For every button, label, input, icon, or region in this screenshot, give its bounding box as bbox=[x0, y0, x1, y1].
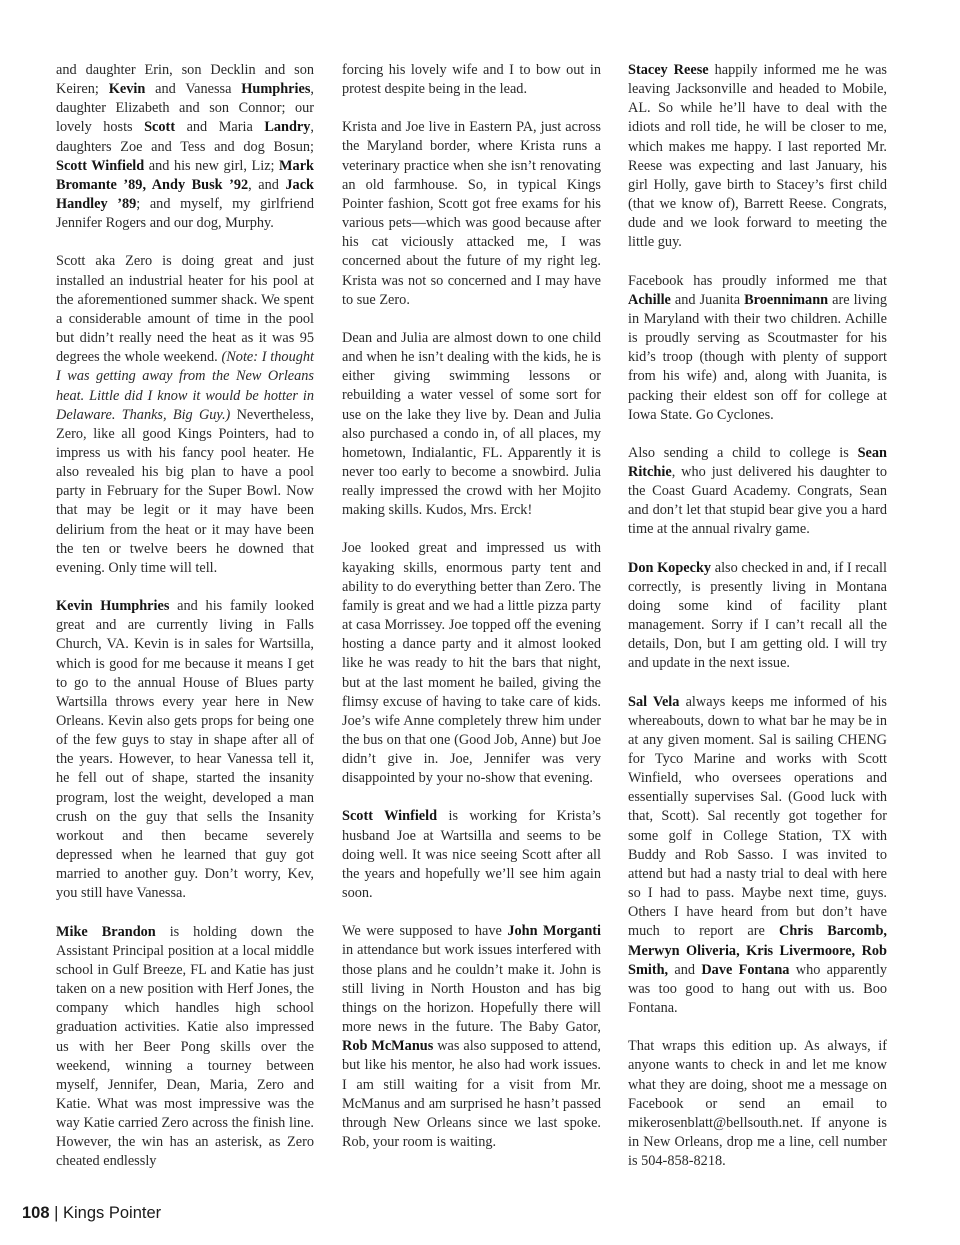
text-run: and Juanita bbox=[670, 291, 745, 308]
footer-separator: | bbox=[54, 1204, 59, 1222]
bold-name: Dave Fontana bbox=[701, 961, 790, 978]
text-run: is working for Krista’s husband Joe at Wartsilla and seems to be doing well. It was nice seeing Scott after all the years and hopefully we’ll see him again soon. bbox=[342, 808, 601, 902]
text-run: is holding down the Assistant Principal position at a local middle school in Gulf Breeze, FL and Katie has just taken on a new position with Herf Jones, the company which handles high school graduation activities. Katie also impressed us with her Beer Pong skills over the weekend, winning a tourney between myself, Jennifer, Dean, Maria, Zero and Katie. What was most impressive was the way Katie carried Zero across the finish line. However, the win has an asterisk, as Zero cheated endlessly bbox=[56, 923, 314, 1170]
publication-name: Kings Pointer bbox=[63, 1204, 162, 1222]
text-run: Also sending a child to college is bbox=[628, 444, 858, 461]
article-paragraph bbox=[56, 252, 314, 578]
article-paragraph bbox=[628, 61, 887, 253]
text-run: and Vanessa bbox=[145, 81, 242, 98]
text-run: and daughter Erin, son Decklin and son Keiren; bbox=[56, 62, 314, 98]
bold-name: Mike Brandon bbox=[56, 923, 156, 940]
text-run: Joe looked great and impressed us with kayaking skills, enormous party tent and ability to do everything better than Zero. The family is great and we had a little pizza party at casa Morrissey. Joe topped off the evening hosting a dance party and it almost looked like he was ready to hit the bars that night, but at the last moment he bailed, giving the flimsy excuse of having to take care of kids. Joe’s wife Anne completely threw him under the bus on that one (Good Job, Anne) but Joe didn’t give in. Joe, Jennifer was very disappointed by your no-show that evening. bbox=[342, 540, 601, 787]
bold-name: Kevin Humphries bbox=[56, 598, 170, 615]
bold-name: Mark Bromante ’89, Andy Busk ’92 bbox=[56, 157, 314, 193]
bold-name: Landry bbox=[264, 119, 311, 136]
text-run: happily informed me he was leaving Jacksonville and headed to Mobile, AL. So while he’ll have to deal with the idiots and roll tide, he will be closer to me, which makes me happy. I last reported Mr. Reese was expecting and last January, his girl Holly, gave birth to Stacey’s first child (that we know of), Barrett Reese. Congrats, dude and we look forward to meeting the little guy. bbox=[628, 62, 887, 251]
column-right bbox=[628, 61, 887, 1190]
article-paragraph bbox=[56, 61, 314, 233]
text-run: ; and myself, my girlfriend Jennifer Rogers and our dog, Murphy. bbox=[56, 196, 314, 232]
article-paragraph bbox=[628, 444, 887, 540]
bold-name: Scott Winfield bbox=[56, 157, 145, 174]
text-run: , who just delivered his daughter to the Coast Guard Academy. Congrats, Sean and don’t let that stupid bear give you a hard time at the annual rivalry game. bbox=[628, 463, 887, 538]
article-paragraph bbox=[56, 923, 314, 1172]
text-run: and bbox=[668, 961, 702, 978]
bold-name: Sean Ritchie bbox=[628, 444, 887, 480]
text-run: also checked in and, if I recall correctly, is presently living in Montana doing some kind of facility plant management. Sorry if I can’t recall all the details, Don, but I am getting old. I will try and update in the next issue. bbox=[628, 559, 887, 672]
article-paragraph bbox=[342, 118, 601, 310]
bold-name: Jack Handley ’89 bbox=[56, 176, 314, 213]
text-run: in attendance but work issues interfered with those plans and he couldn’t make it. John is still living in North Houston and has big things on the horizon. Hopefully there will more news in the future. The Baby Gator, bbox=[342, 942, 601, 1036]
bold-name: Achille bbox=[628, 291, 671, 308]
text-run: We were supposed to have bbox=[342, 923, 508, 940]
text-run: That wraps this edition up. As always, if anyone wants to check in and let me know what they are doing, shoot me a message on Facebook or send an email to mikerosenblatt@bellsouth.net. If anyone is in New Orleans, drop me a line, cell number is 504-858-8218. bbox=[628, 1038, 887, 1170]
bold-name: Don Kopecky bbox=[628, 559, 712, 576]
page-footer bbox=[22, 1204, 161, 1223]
bold-name: Rob McManus bbox=[342, 1038, 434, 1055]
page-number: 108 bbox=[22, 1204, 50, 1222]
article-paragraph bbox=[342, 922, 601, 1152]
article-paragraph bbox=[628, 1037, 887, 1171]
article-paragraph bbox=[628, 272, 887, 425]
article-paragraph bbox=[342, 61, 601, 99]
article-paragraph bbox=[342, 329, 601, 521]
column-left bbox=[56, 61, 314, 1191]
bold-name: Scott bbox=[144, 119, 176, 136]
text-run: Dean and Julia are almost down to one child and when he isn’t dealing with the kids, he is either giving swimming lessons or rebuilding a water vessel of some sort for use on the lake they live by. Dean and Julia also purchased a condo in, of all places, my hometown, Indialantic, FL. Apparently it is never too early to become a snowbird. Julia really impressed the crowd with her Mojito making skills. Kudos, Mrs. Erck! bbox=[342, 329, 601, 519]
article-paragraph bbox=[56, 597, 314, 904]
text-run: , daughters Zoe and Tess and dog Bosun; bbox=[56, 119, 314, 155]
text-run: always keeps me informed of his whereabouts, down to what bar he may be in at any given moment. Sal is sailing CHENG for Tyco Marine and works with Scott Winfield, who oversees operations and essentially supervises Sal. (Good luck with that, Scott). Sal recently got together for some golf in College Station, TX with Buddy and Rob Sasso. I was invited to attend but had a nasty trial to deal with here so I had to pass. Maybe next time, guys. Others I have heard from but don’t have much to report are bbox=[628, 693, 887, 940]
italic-note: (Note: I thought I was getting away from the New Orleans heat. Little did I know it would be hotter in Delaware. Thanks, Big Guy.) bbox=[56, 349, 314, 423]
text-run: forcing his lovely wife and I to bow out in protest despite being in the lead. bbox=[342, 62, 601, 98]
bold-name: Chris Barcomb, Merwyn Oliveria, Kris Livermoore, Rob Smith, bbox=[628, 923, 887, 978]
bold-name: John Morganti bbox=[507, 923, 602, 940]
bold-name: Stacey Reese bbox=[628, 62, 709, 78]
text-run: , daughter Elizabeth and son Connor; our lovely hosts bbox=[56, 81, 314, 136]
text-run: was also supposed to attend, but like his mentor, he also had work issues. I am still waiting for a visit from Mr. McManus and am surprised he hasn’t passed through New Orleans since we last spoke. Rob, your room is waiting. bbox=[342, 1038, 601, 1150]
bold-name: Humphries bbox=[241, 81, 311, 98]
text-run: and his family looked great and are currently living in Falls Church, VA. Kevin is in sales for Wartsilla, which is good for me because it means I get to go to the annual House of Blues party Wartsilla throws every year here in New Orleans. Kevin also gets props for being one of the few guys to stay in shape after all of the years. However, to hear Vanessa tell it, he fell out of shape, started the insanity program, lost the weight, developed a man crush on the guy that sells the Insanity workout and then became severely depressed when he learned that guy got married to another guy. Don’t worry, Kev, you still have Vanessa. bbox=[56, 598, 314, 902]
bold-name: Kevin bbox=[108, 81, 146, 98]
article-paragraph bbox=[342, 807, 601, 903]
text-run: who apparently was too good to hang out with us. Boo Fontana. bbox=[628, 961, 888, 1017]
article-paragraph bbox=[342, 539, 601, 788]
text-run: Nevertheless, Zero, like all good Kings Pointers, had to impress us with his fancy pool heater. He also revealed his big plan to have a pool party in February for the Super Bowl. Now that may be legit or it may have been delirium from the heat or it may have been the ten or twelve beers he downed that evening. Only time will tell. bbox=[56, 406, 314, 576]
text-run: and Maria bbox=[175, 119, 265, 136]
article-paragraph bbox=[628, 693, 887, 1019]
bold-name: Scott Winfield bbox=[342, 808, 438, 825]
article-paragraph bbox=[628, 559, 887, 674]
text-run: are living in Maryland with their two children. Achille is proudly serving as Scoutmaster for his kid’s troop (though with plenty of support from his wife) and, along with Juanita, is packing their eldest son off for college at Iowa State. Go Cyclones. bbox=[628, 291, 887, 423]
text-run: , and bbox=[248, 176, 286, 193]
text-run: Scott aka Zero is doing great and just installed an industrial heater for his pool at the aforementioned summer shack. We spent a considerable amount of time in the pool but didn’t really need the heat as it was 95 degrees the whole weekend. bbox=[56, 253, 314, 366]
text-run: Krista and Joe live in Eastern PA, just across the Maryland border, where Krista runs a veterinary practice when she isn’t renovating an old farmhouse. So, in typical Kings Pointer fashion, Scott got free exams for his various pets—which was good because after his cat viciously attacked me, I was concerned about the future of my right leg. Krista was not so concerned and I may have to sue Zero. bbox=[342, 119, 601, 308]
text-run: and his new girl, Liz; bbox=[144, 157, 280, 174]
bold-name: Broennimann bbox=[744, 291, 829, 308]
text-run: Facebook has proudly informed me that bbox=[628, 272, 887, 289]
bold-name: Sal Vela bbox=[628, 693, 680, 710]
column-middle bbox=[342, 61, 601, 1171]
